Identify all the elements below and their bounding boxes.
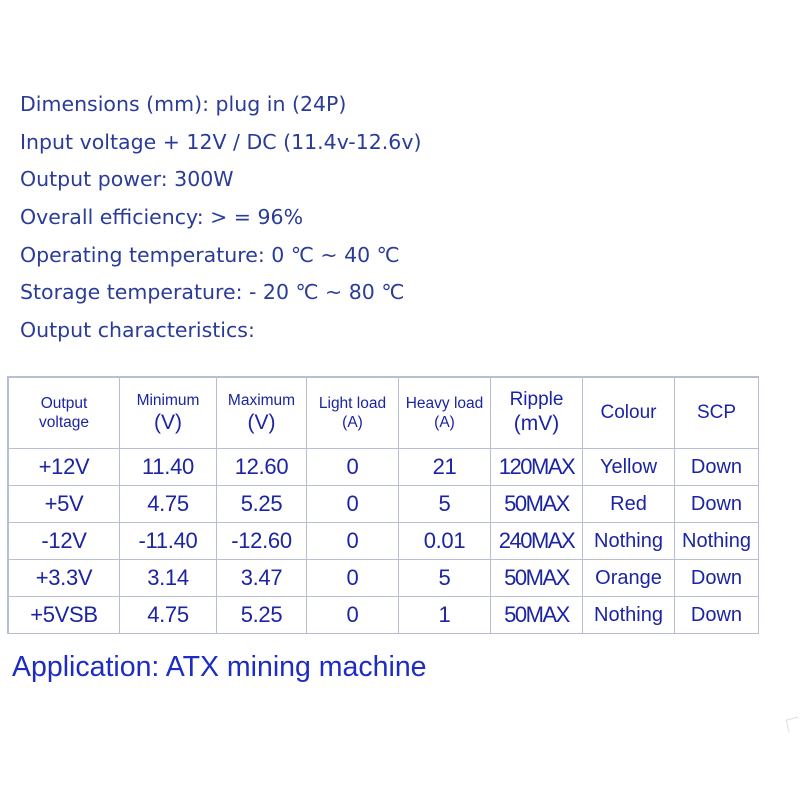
cell-light-load: 0 <box>307 486 399 523</box>
header-label: Heavy load <box>405 394 484 412</box>
cell-output-voltage: +5V <box>9 486 120 523</box>
header-label: Maximum <box>227 391 296 409</box>
header-unit: (mV) <box>513 412 560 436</box>
cell-minimum: 4.75 <box>120 486 217 523</box>
cell-light-load: 0 <box>307 560 399 597</box>
header-minimum <box>120 378 217 449</box>
cell-scp: Down <box>675 597 759 634</box>
cell-colour: Orange <box>583 560 675 597</box>
spec-efficiency: Overall efficiency: > = 96% <box>20 205 304 230</box>
cell-scp: Nothing <box>675 523 759 560</box>
cell-output-voltage: +3.3V <box>9 560 120 597</box>
header-ripple <box>491 378 583 449</box>
header-unit: (V) <box>154 411 182 435</box>
cell-light-load: 0 <box>307 523 399 560</box>
cell-heavy-load: 21 <box>399 449 491 486</box>
spec-output-power: Output power: 300W <box>20 167 234 192</box>
cell-output-voltage: -12V <box>9 523 120 560</box>
cell-heavy-load: 5 <box>399 486 491 523</box>
cell-heavy-load: 0.01 <box>399 523 491 560</box>
cell-ripple: 120MAX <box>491 449 583 486</box>
cell-heavy-load: 1 <box>399 597 491 634</box>
spec-dimensions: Dimensions (mm): plug in (24P) <box>20 92 347 116</box>
header-unit: (A) <box>434 414 455 431</box>
cell-maximum: 5.25 <box>217 597 307 634</box>
cell-colour: Red <box>583 486 675 523</box>
header-scp <box>675 378 759 449</box>
cell-ripple: 50MAX <box>491 560 583 597</box>
cell-maximum: 3.47 <box>217 560 307 597</box>
header-label: voltage <box>39 414 89 431</box>
application-line: Application: ATX mining machine <box>12 651 427 683</box>
cell-light-load: 0 <box>307 597 399 634</box>
header-heavy-load <box>399 378 491 449</box>
cell-colour: Nothing <box>583 597 675 634</box>
spec-operating-temperature: Operating temperature: 0 ℃ ~ 40 ℃ <box>20 242 400 267</box>
cell-heavy-load: 5 <box>399 560 491 597</box>
cell-minimum: 3.14 <box>120 560 217 597</box>
header-label: SCP <box>696 402 737 423</box>
cell-maximum: -12.60 <box>217 523 307 560</box>
cell-ripple: 240MAX <box>491 523 583 560</box>
header-maximum <box>217 378 307 449</box>
output-characteristics-table-frame <box>7 376 759 634</box>
cell-maximum: 12.60 <box>217 449 307 486</box>
table-row-minus-12v <box>9 523 759 560</box>
cell-output-voltage: +5VSB <box>9 597 120 634</box>
spec-input-voltage: Input voltage + 12V / DC (11.4v-12.6v) <box>20 129 422 154</box>
cell-light-load: 0 <box>307 449 399 486</box>
corner-artifact <box>786 717 800 733</box>
cell-colour: Yellow <box>583 449 675 486</box>
cell-scp: Down <box>675 486 759 523</box>
cell-maximum: 5.25 <box>217 486 307 523</box>
table-row-5v <box>9 486 759 523</box>
header-light-load <box>307 378 399 449</box>
header-colour <box>583 378 675 449</box>
cell-output-voltage: +12V <box>9 449 120 486</box>
cell-scp: Down <box>675 560 759 597</box>
spec-list <box>20 86 421 350</box>
spec-output-characteristics-heading: Output characteristics: <box>20 318 255 343</box>
table-row-12v <box>9 449 759 486</box>
cell-scp: Down <box>675 449 759 486</box>
output-characteristics-table <box>8 377 759 634</box>
spec-storage-temperature: Storage temperature: - 20 ℃ ~ 80 ℃ <box>20 280 405 305</box>
header-label: Minimum <box>136 391 200 409</box>
header-label: Colour <box>600 402 657 423</box>
cell-minimum: -11.40 <box>120 523 217 560</box>
table-row-3-3v <box>9 560 759 597</box>
header-label: Ripple <box>509 389 564 411</box>
header-output-voltage <box>9 378 120 449</box>
cell-ripple: 50MAX <box>491 597 583 634</box>
header-label: Light load <box>318 394 387 412</box>
header-unit: (A) <box>342 414 363 431</box>
table-row-5vsb <box>9 597 759 634</box>
cell-ripple: 50MAX <box>491 486 583 523</box>
header-unit: (V) <box>247 411 276 435</box>
cell-minimum: 11.40 <box>120 449 217 486</box>
cell-colour: Nothing <box>583 523 675 560</box>
cell-minimum: 4.75 <box>120 597 217 634</box>
table-header-row <box>9 378 759 449</box>
header-label: Output <box>40 394 88 412</box>
